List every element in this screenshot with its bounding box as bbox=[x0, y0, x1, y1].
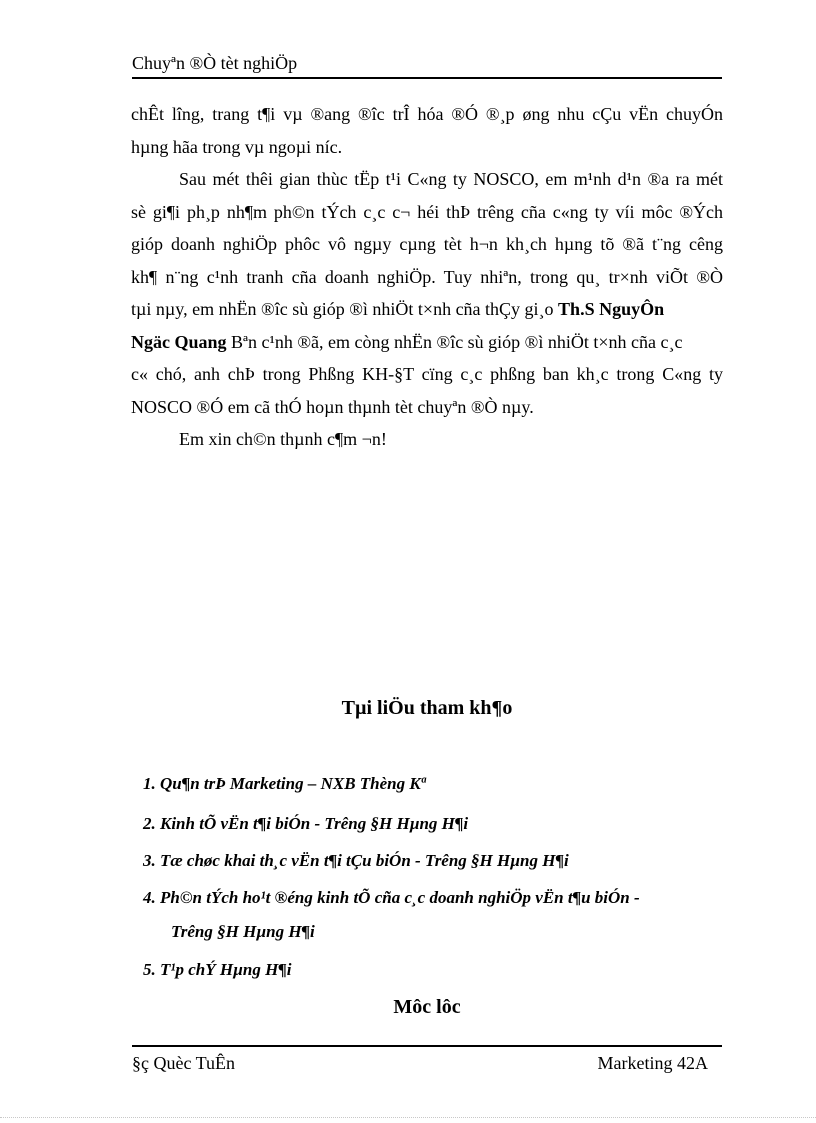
body-line: kh¶ n¨ng c¹nh tranh cña doanh nghiÖp. Tuy nhiªn, trong qu¸ tr×nh viÕt ®Ò bbox=[131, 266, 723, 287]
body-line: Sau mét thêi gian thùc tËp t¹i C«ng ty NOSCO, em m¹nh d¹n ®a ra mét bbox=[179, 169, 723, 189]
body-line bbox=[131, 326, 723, 359]
toc-title: Môc lôc bbox=[393, 996, 461, 1018]
body-line: Em xin ch©n thµnh c¶m ¬n! bbox=[179, 429, 387, 449]
body-paragraphs bbox=[131, 98, 723, 456]
advisor-name-cont: Ngäc Quang bbox=[131, 331, 227, 352]
reference-item: 1. Qu¶n trÞ Marketing – NXB Thèng Kª bbox=[143, 774, 426, 793]
body-line: hµng hãa trong vµ ngoµi níc. bbox=[131, 136, 343, 157]
reference-item: 4. Ph©n tÝch ho¹t ®éng kinh tÕ cña c¸c doanh nghiÖp vËn t¶u biÓn - bbox=[143, 888, 640, 907]
body-line: gióp doanh nghiÖp phôc vô ngµy cµng tèt h¬n kh¸ch hµng tõ ®ã t¨ng cêng bbox=[131, 234, 723, 254]
body-line: sè gi¶i ph¸p nh¶m ph©n tÝch c¸c c¬ héi thÞ trêng cña c«ng ty víi môc ®Ých bbox=[131, 201, 723, 222]
advisor-name: Th.S NguyÔn bbox=[558, 299, 665, 319]
reference-item-continuation: Trêng §H Hµng H¶i bbox=[171, 922, 315, 941]
body-line-text: tµi nµy, em nhËn ®îc sù gióp ®ì nhiÖt t×nh cña thÇy gi¸o bbox=[131, 299, 559, 319]
body-line: NOSCO ®Ó em cã thÓ hoµn thµnh tèt chuyªn ®Ò nµy. bbox=[131, 396, 534, 417]
body-line-text: Bªn c¹nh ®ã, em còng nhËn ®îc sù gióp ®ì nhiÖt t×nh cña c¸c bbox=[226, 331, 683, 352]
reference-item: 5. T¹p chÝ Hµng H¶i bbox=[143, 960, 292, 979]
reference-item: 2. Kinh tÕ vËn t¶i biÓn - Trêng §H Hµng H¶i bbox=[143, 814, 469, 833]
body-line: chÊt lîng, trang t¶i vµ ®ang ®îc trÎ hóa ®Ó ®¸p øng nhu cÇu vËn chuyÓn bbox=[131, 104, 723, 124]
footer-author: §ç Quèc TuÊn bbox=[132, 1053, 235, 1073]
page-footer bbox=[132, 1045, 722, 1074]
page-header bbox=[132, 52, 722, 79]
reference-item: 3. Tæ chøc khai th¸c vËn t¶i tÇu biÓn - Trêng §H Hµng H¶i bbox=[143, 851, 569, 870]
body-line: c« chó, anh chÞ trong Phßng KH-§T cïng c¸c phßng ban kh¸c trong C«ng ty bbox=[131, 364, 723, 384]
body-line bbox=[131, 293, 723, 326]
header-title: Chuyªn ®Ò tèt nghiÖp bbox=[132, 53, 298, 73]
references-title: Tµi liÖu tham kh¶o bbox=[341, 697, 513, 719]
page-bottom-divider bbox=[0, 1117, 816, 1118]
footer-class: Marketing 42A bbox=[597, 1053, 708, 1073]
